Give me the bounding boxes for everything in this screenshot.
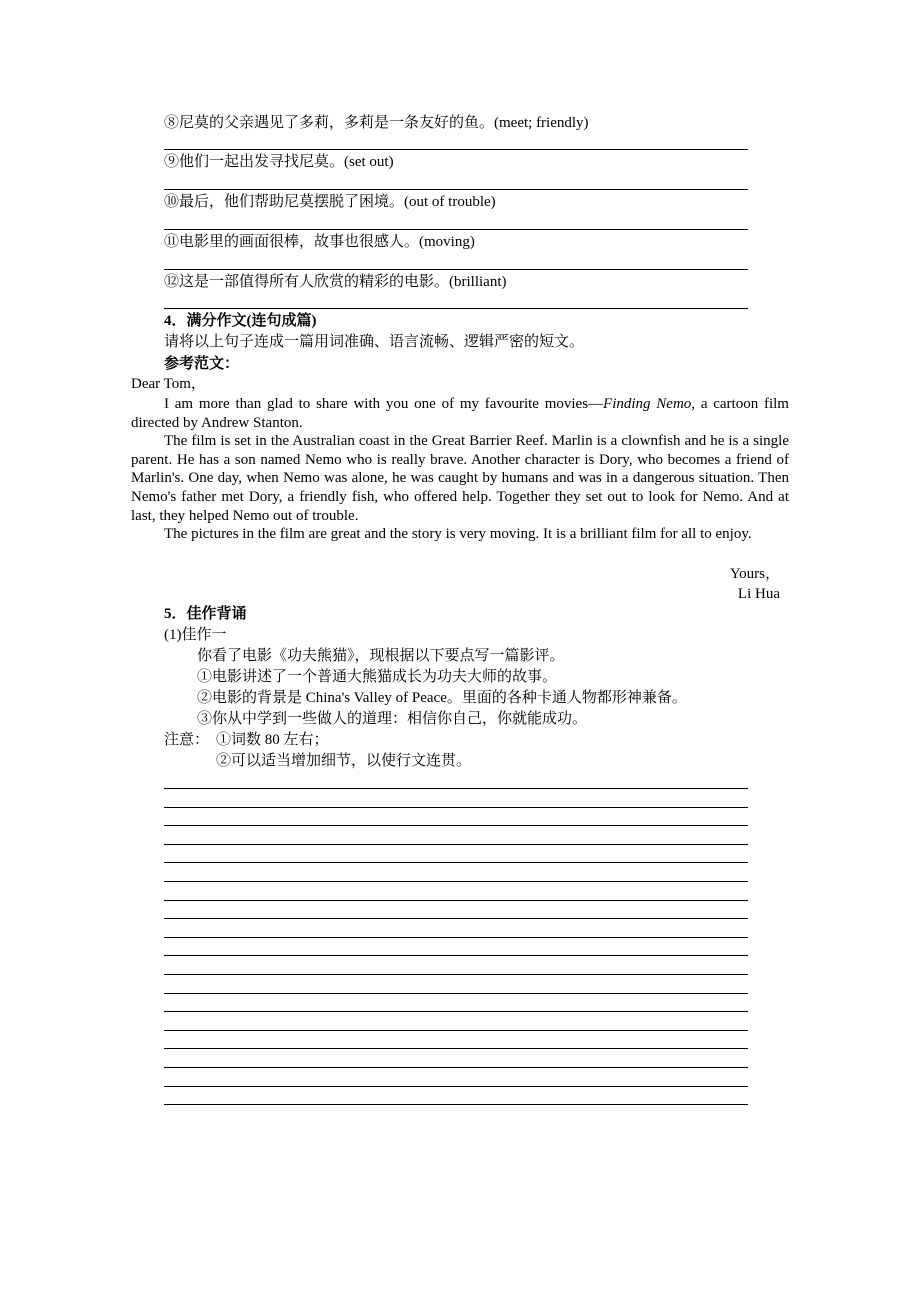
writing-line [164,993,748,994]
answer-line [164,229,748,230]
section-4-instruction: 请将以上句子连成一篇用词准确、语言流畅、逻辑严密的短文。 [164,334,585,350]
writing-line [164,1030,748,1031]
translation-item-9: ⑨他们一起出发寻找尼莫。(set out) [164,154,394,170]
prompt-point-3: ③你从中学到一些做人的道理：相信你自己，你就能成功。 [197,711,588,727]
letter-closing: Yours， [729,566,780,582]
writing-line [164,1086,748,1087]
writing-line [164,862,748,863]
writing-line [164,1104,748,1105]
paragraph-1-text-end: a cartoon film directed by Andrew Stanton. [131,396,789,431]
letter-signature: Li Hua [737,586,780,602]
letter-paragraph-2: The film is set in the Australian coast in the Great Barrier Reef. Marlin is a clownfish and he is a single parent. He has a son named Nemo who is really brave. Another character is Dory, who becomes a friend of Marlin's. One day, when Nemo was alone, he was caught by humans and was in a dangerous situation. Then Nemo's father met Dory, a friendly fish, who offered help. Together they set out to look for Nemo. And at last, they helped Nemo out of trouble. [131,433,789,524]
paragraph-1-text: I am more than glad to share with you one of my favourite movies— [164,396,604,412]
answer-line [164,189,748,190]
sample-essay-label: 参考范文： [164,356,240,372]
section-4-heading: 4．满分作文(连句成篇) [164,313,317,329]
writing-line [164,1011,748,1012]
writing-line [164,937,748,938]
writing-line [164,955,748,956]
writing-line [164,825,748,826]
writing-line [164,918,748,919]
letter-body [131,395,789,544]
translation-item-11: ⑪电影里的画面很棒，故事也很感人。(moving) [164,234,475,250]
writing-line [164,788,748,789]
section-5-subheading: (1)佳作一 [164,627,227,643]
note-2: ②可以适当增加细节，以使行文连贯。 [216,753,472,769]
writing-line [164,1067,748,1068]
writing-line [164,844,748,845]
letter-paragraph-3: The pictures in the film are great and the story is very moving. It is a brilliant film for all to enjoy. [164,526,752,543]
section-5-heading: 5．佳作背诵 [164,606,247,622]
writing-line [164,881,748,882]
note-1: ①词数 80 左右； [216,732,329,748]
notes-label: 注意： [164,732,210,748]
movie-title: Finding Nemo, [603,396,696,412]
writing-line [164,900,748,901]
answer-line [164,149,748,150]
answer-line [164,269,748,270]
prompt-point-2: ②电影的背景是 China's Valley of Peace。里面的各种卡通人物都形神兼备。 [197,690,687,706]
writing-line [164,1048,748,1049]
answer-line [164,308,748,309]
letter-greeting: Dear Tom， [131,376,206,392]
translation-item-8: ⑧尼莫的父亲遇见了多莉，多莉是一条友好的鱼。(meet; friendly) [164,115,589,131]
letter-paragraph-1 [131,395,789,432]
prompt-point-1: ①电影讲述了一个普通大熊猫成长为功夫大师的故事。 [197,669,558,685]
translation-item-12: ⑫这是一部值得所有人欣赏的精彩的电影。(brilliant) [164,274,507,290]
writing-prompt: 你看了电影《功夫熊猫》，现根据以下要点写一篇影评。 [197,648,565,664]
translation-item-10: ⑩最后，他们帮助尼莫摆脱了困境。(out of trouble) [164,194,496,210]
writing-line [164,974,748,975]
writing-line [164,807,748,808]
